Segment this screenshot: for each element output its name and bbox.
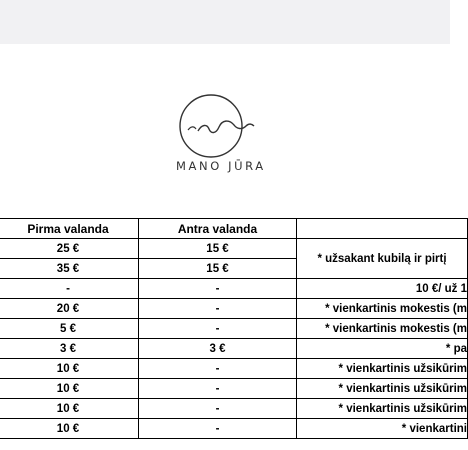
top-band [0, 0, 450, 44]
table-row [0, 319, 468, 339]
first-hour-price: 3 € [0, 339, 139, 359]
first-hour-price: 10 € [0, 379, 139, 399]
table-row [0, 359, 468, 379]
second-hour-price: 15 € [139, 259, 297, 279]
table-row [0, 299, 468, 319]
first-hour-price: 5 € [0, 319, 139, 339]
second-hour-price: - [139, 379, 297, 399]
table-header-row [0, 219, 468, 239]
first-hour-price: 35 € [0, 259, 139, 279]
first-hour-price: 20 € [0, 299, 139, 319]
table-row [0, 379, 468, 399]
first-hour-price: 10 € [0, 399, 139, 419]
first-hour-price: - [0, 279, 139, 299]
row-note: * vienkartini [297, 419, 468, 439]
logo [176, 93, 266, 179]
second-hour-price: 3 € [139, 339, 297, 359]
price-table [0, 218, 468, 439]
first-hour-price: 10 € [0, 359, 139, 379]
row-note: * pa [297, 339, 468, 359]
row-note: * vienkartinis užsikūrim [297, 379, 468, 399]
merged-note: * užsakant kubilą ir pirtį [297, 239, 468, 279]
table-row [0, 239, 468, 259]
second-hour-price: - [139, 399, 297, 419]
second-hour-price: - [139, 319, 297, 339]
row-note: * vienkartinis užsikūrim [297, 399, 468, 419]
first-hour-price: 25 € [0, 239, 139, 259]
table-row [0, 399, 468, 419]
table-row [0, 339, 468, 359]
wave-circle-icon [176, 93, 254, 159]
table-row [0, 279, 468, 299]
table-row [0, 419, 468, 439]
first-hour-price: 10 € [0, 419, 139, 439]
header-first-hour: Pirma valanda [0, 219, 139, 239]
second-hour-price: - [139, 419, 297, 439]
header-second-hour: Antra valanda [139, 219, 297, 239]
row-note: * vienkartinis užsikūrim [297, 359, 468, 379]
second-hour-price: - [139, 279, 297, 299]
second-hour-price: - [139, 359, 297, 379]
header-notes [297, 219, 468, 239]
row-note: * vienkartinis mokestis (m [297, 299, 468, 319]
logo-text: MANO JŪRA [176, 159, 266, 173]
row-note: 10 €/ už 1 [297, 279, 468, 299]
second-hour-price: 15 € [139, 239, 297, 259]
row-note: * vienkartinis mokestis (m [297, 319, 468, 339]
second-hour-price: - [139, 299, 297, 319]
